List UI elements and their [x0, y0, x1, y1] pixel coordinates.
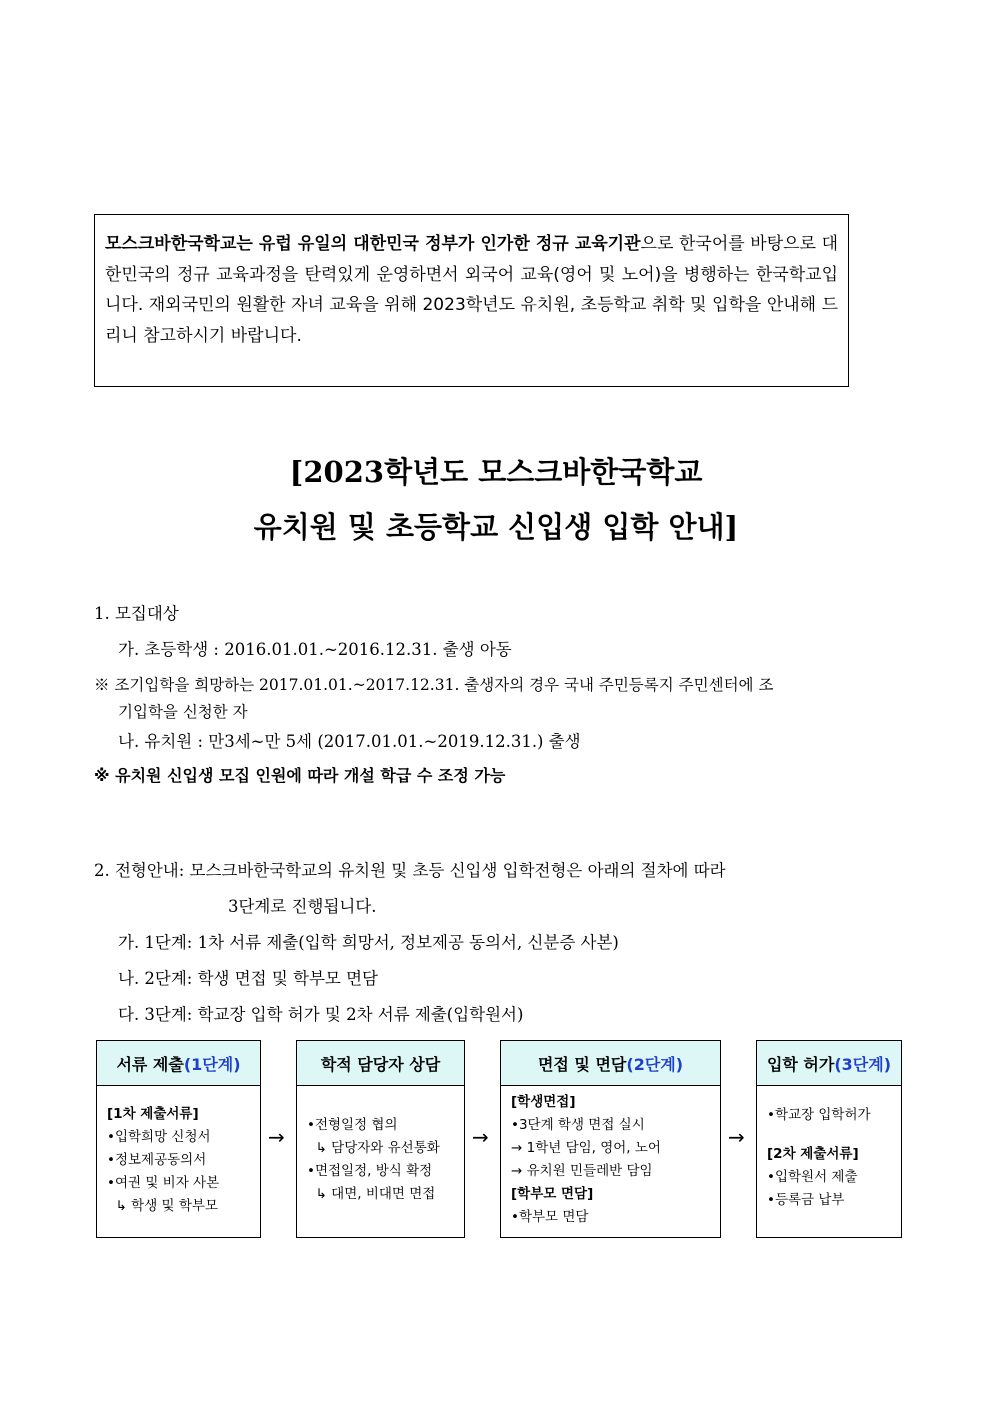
- flow-box-2-body: [297, 1085, 464, 1237]
- section1-note1-line1: ※ 조기입학을 희망하는 2017.01.01.~2017.12.31. 출생자의 경우 국내 주민등록지 주민센터에 조: [94, 676, 774, 694]
- section2-heading-line1: 2. 전형안내: 모스크바한국학교의 유치원 및 초등 신입생 입학전형은 아래의 절차에 따라: [94, 861, 726, 880]
- flow-box-3-line: → 1학년 담임, 영어, 노어: [511, 1140, 661, 1156]
- flow-box-admission: [756, 1040, 902, 1238]
- flow-box-4-line: [2차 제출서류]: [767, 1146, 859, 1162]
- flow-box-2-line: •면접일정, 방식 확정: [307, 1163, 433, 1179]
- flow-box-1-body: [97, 1085, 260, 1237]
- flow-box-3-title: 면접 및 면담: [537, 1054, 627, 1074]
- section1-note1-line2: 기입학을 신청한 자: [118, 703, 248, 721]
- flow-box-3-line: [학부모 면담]: [511, 1186, 594, 1202]
- flow-box-2-line: ↳ 대면, 비대면 면접: [307, 1186, 436, 1202]
- flow-box-document-submission: [96, 1040, 261, 1238]
- flow-box-3-line: •3단계 학생 면접 실시: [511, 1117, 645, 1133]
- flow-box-1-line: •입학희망 신청서: [107, 1129, 211, 1145]
- flow-box-4-body: [757, 1085, 901, 1237]
- flow-box-4-line: •등록금 납부: [767, 1192, 845, 1208]
- flow-box-4-line: •입학원서 제출: [767, 1169, 858, 1185]
- flow-box-1-title: 서류 제출: [116, 1054, 184, 1074]
- section1-heading: 1. 모집대상: [94, 604, 179, 623]
- intro-box: [94, 214, 849, 387]
- flow-box-3-line: → 유치원 민들레반 담임: [511, 1163, 653, 1179]
- flow-box-4-header: [757, 1041, 901, 1086]
- intro-text: 으로 한국어를 바탕으로 대한민국의 정규 교육과정을 탄력있게 운영하면서 외국어 교육(영어 및 노어)을 병행하는 한국학교입니다. 재외국민의 원활한 자녀 교육을 위해 2023학년도 유치원, 초등학교 취학 및 입학을 안내해 드리니 참고하시기 바랍니다.: [105, 234, 838, 346]
- flow-box-3-line: [학생면접]: [511, 1094, 576, 1110]
- section1-note2: ※ 유치원 신입생 모집 인원에 따라 개설 학급 수 조정 가능: [94, 766, 506, 785]
- flow-box-4-title: 입학 허가: [766, 1054, 835, 1074]
- flow-box-1-line: •여권 및 비자 사본: [107, 1175, 220, 1191]
- flow-box-2-header: [297, 1041, 464, 1086]
- flow-box-3-stage: (2단계): [626, 1054, 684, 1074]
- section2-step-a: 가. 1단계: 1차 서류 제출(입학 희망서, 정보제공 동의서, 신분증 사본): [118, 933, 619, 952]
- section2-heading-line2: 3단계로 진행됩니다.: [228, 897, 377, 916]
- flow-box-4-stage: (3단계): [834, 1054, 892, 1074]
- title-line-2: 유치원 및 초등학교 신입생 입학 안내]: [253, 510, 739, 544]
- flow-box-4-spacer: [767, 1127, 897, 1143]
- flow-box-2-line: ↳ 담당자와 유선통화: [307, 1140, 440, 1156]
- section2-step-b: 나. 2단계: 학생 면접 및 학부모 면담: [118, 969, 378, 988]
- title-line-1: [2023학년도 모스크바한국학교: [289, 455, 703, 489]
- intro-bold-text: 모스크바한국학교는 유럽 유일의 대한민국 정부가 인가한 정규 교육기관: [105, 234, 641, 254]
- flow-box-3-body: [501, 1085, 720, 1237]
- flow-box-3-header: [501, 1041, 720, 1086]
- flow-box-4-line: •학교장 입학허가: [767, 1107, 871, 1123]
- flow-box-1-header: [97, 1041, 260, 1086]
- flow-arrow-2: →: [472, 1125, 489, 1149]
- flow-box-1-stage: (1단계): [183, 1054, 241, 1074]
- section1-item-b: 나. 유치원 : 만3세~만 5세 (2017.01.01.~2019.12.31.) 출생: [118, 732, 581, 751]
- section2-step-c: 다. 3단계: 학교장 입학 허가 및 2차 서류 제출(입학원서): [118, 1005, 524, 1024]
- flow-box-2-line: •전형일정 협의: [307, 1117, 398, 1133]
- flow-box-3-line: •학부모 면담: [511, 1209, 589, 1225]
- section1-item-a: 가. 초등학생 : 2016.01.01.~2016.12.31. 출생 아동: [118, 640, 512, 659]
- flow-arrow-1: →: [268, 1125, 285, 1149]
- flow-box-interview: [500, 1040, 721, 1238]
- flow-arrow-3: →: [728, 1125, 745, 1149]
- flow-box-2-title: 학적 담당자 상담: [320, 1054, 441, 1074]
- flow-box-1-line: ↳ 학생 및 학부모: [107, 1198, 219, 1214]
- flow-box-1-line: [1차 제출서류]: [107, 1106, 199, 1122]
- flow-box-registrar-consult: [296, 1040, 465, 1238]
- flow-box-1-line: •정보제공동의서: [107, 1152, 207, 1168]
